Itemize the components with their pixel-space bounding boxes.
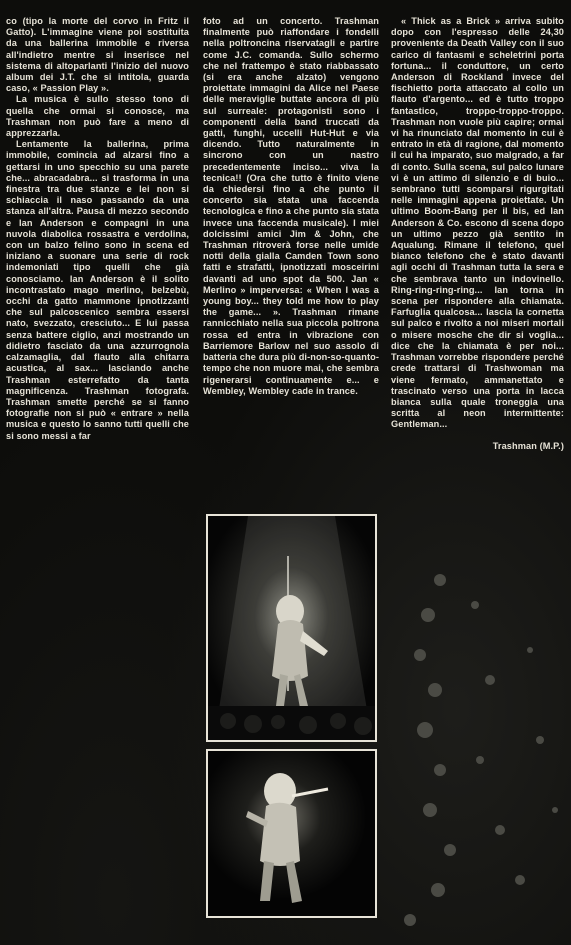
text-column-2 [203, 16, 379, 397]
paragraph: co (tipo la morte del corvo in Fritz il Gatto). L'immagine viene poi sostituita da una ballerina immobile e riversa all'indietro mentre si inserisce nel sistema di altoparlanti l'inizio del nuovo album dei J.T. che si intitola, guarda caso, « Passion Play ». [6, 16, 189, 94]
flute-player-photo [208, 751, 375, 916]
paragraph: foto ad un concerto. Trashman finalmente può riaffondare i fondelli nella poltroncina riservatagli e partire come J.C. comanda. Sullo schermo che nel frattempo è stato riabbassato (si era anche alzato) vengono proiettate immagini da Alice nel Paese delle meraviglie buttate ancora di più sul surreale: protagonisti sono i componenti della band truccati da gatti, funghi, uccelli Hut-Hut e via dicendo. Tutto naturalmente in sincrono con un nastro precedentemente inciso... viva la tecnica!! (Ora che tutto è finito viene da chiedersi fino a che punto il concerto sia stata una faccenda tecnologica e fino a che punto sia stata invece una faccenda musicale). I miei dolcissimi amici Jim & John, che Trashman ritroverà forse nelle umide notti della gialla Camden Town sono fatti e strafatti, ipnotizzati mosceirini davanti ad uno spot da 500. Jan « Merlino » imperversa: « When I was a young boy... they told me how to play the game... ». Trashman rimane rannicchiato nella sua piccola poltrona rossa ed entra in vibrazione con Barriemore Barlow nel suo assolo di batteria che dura più di-non-so-quanto-tempo che non muore mai, che sembra rigenerarsi continuamente e... e Wembley, Wembley cade in trance. [203, 16, 379, 396]
text-column-3 [391, 16, 564, 452]
text-column-1 [6, 16, 189, 442]
paragraph: La musica è sullo stesso tono di quella che ormai si conosce, ma Trashman non può fare a meno di apprezzarla. [6, 94, 189, 139]
concert-photo-1 [206, 514, 377, 742]
paragraph: « Thick as a Brick » arriva subito dopo con l'espresso delle 24,30 proveniente da Death Valley con il suo carico di fantasmi e scheletrini porta fortuna... il conduttore, un certo Anderson di Rockland invece del fischietto porta attaccato al collo un flauto d'argento... ed è tutto troppo fantastico, troppo-troppo-troppo. Trashman non vuole più capire; ormai vi ha rinunciato dal momento in cui è entrato in età di ragione, dal momento il cui ha imparato, suo malgrado, a far di conto. Sulla scena, sul palco lunare vi è un attimo di silenzio e di buio... sembrano tutti scomparsi rigurgitati nelle immagini appena proiettate. Un ultimo Boom-Bang per il bis, ed Ian Anderson & Co. escono di scena dopo un ultimo pezzo già sentito in Aqualung. Rimane il telefono, quel bianco telefono che è stato davanti agli occhi di Trashman tutta la sera e che sembrava tanto un indovinello. Ring-ring-ring-ring... Ian torna in scena per rispondere alla chiamata. Farfuglia qualcosa... lascia la cornetta sul palco e rivolto a noi miseri mortali o misere mosche che dir si voglia... dice che la chiamata è per noi... Trashman vorrebbe rispondere perché crede trattarsi di Trashwoman ma viene fermato, ammanettato e trascinato verso una porta in lacca bianca sulla quale troneggia una scritta al neon intermittente: Gentleman... [391, 16, 564, 430]
author-signature: Trashman (M.P.) [492, 440, 564, 451]
concert-photo-2 [206, 749, 377, 918]
stage-lights-background [380, 560, 571, 945]
performer-on-stage-photo [208, 516, 375, 740]
paragraph: Lentamente la ballerina, prima immobile, comincia ad alzarsi fino a gettarsi in uno specchio su una parete che... abracadabra... si trasforma in una finestra tra due stanze e lei non si schiaccia il naso passando da una stanza all'altra. Pausa di mezzo secondo e Ian Anderson e compagni in una nuvola diabolica rossastra e verdolina, con un balzo felino sono in scena ed iniziano a suonare una serie di rock indemoniati tipo quelli che già conosciamo. Ian Anderson è il solito incontrastato mago merlino, belzebù, occhi da gatto mammone ipnotizzanti che sul palcoscenico sembra essersi nato, svezzato, cresciuto... E lui passa senza battere ciglio, anzi mostrando un didietro fasciato da una azzurrognola calzamaglia, dal flauto alla chitarra acustica, al sax... lasciando anche Trashman esterrefatto da tanta magnificenza. Trashman fotografa. Trashman smette perché se si fanno fotografie non si può « entrare » nella musica e questo lo sanno tutti quelli che si sono messi a far [6, 139, 189, 441]
